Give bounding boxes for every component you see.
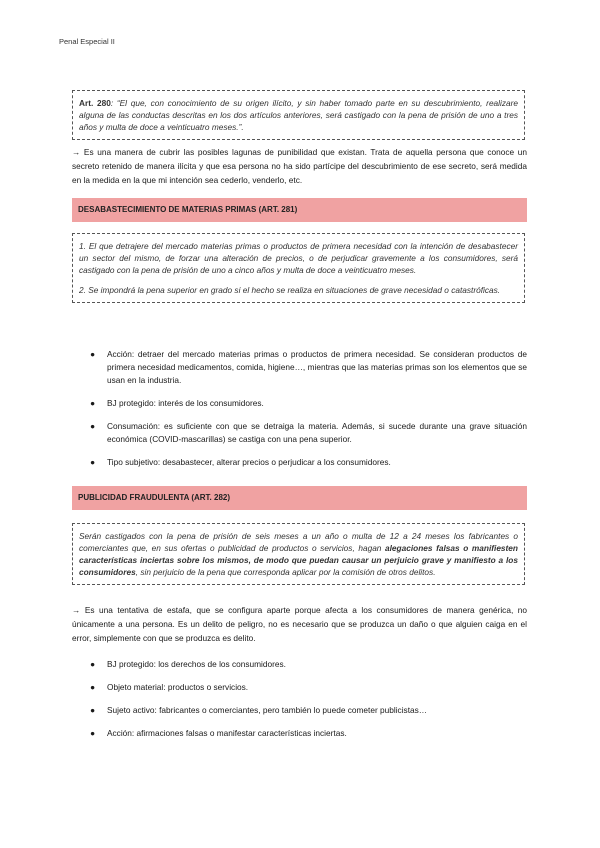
art281-quote-p2: 2. Se impondrá la pena superior en grado si el hecho se realiza en situaciones de grave necesidad o catastróficas. bbox=[79, 285, 501, 295]
list-item: ● BJ protegido: interés de los consumidores. bbox=[90, 398, 264, 408]
bullet-icon: ● bbox=[90, 457, 96, 467]
list-item: ● Tipo subjetivo: desabastecer, alterar precios o perjudicar a los consumidores. bbox=[90, 457, 391, 467]
page-header: Penal Especial II bbox=[59, 37, 115, 46]
art281-bullet-list bbox=[72, 348, 527, 469]
list-item: ● Objeto material: productos o servicios. bbox=[90, 682, 249, 692]
section-heading-desabastecimiento: DESABASTECIMIENTO DE MATERIAS PRIMAS (ART. 281) bbox=[72, 198, 527, 222]
bullet-icon: ● bbox=[90, 659, 96, 669]
bullet-icon: ● bbox=[90, 682, 96, 692]
art280-text: : “El que, con conocimiento de su origen ilícito, y sin haber tomado parte en su descubrimiento, realizare alguna de las conductas descritas en los dos artículos anteriores, será castigado con la pena de prisión de uno a tres años y multa de doce a veinticuatro meses.”. bbox=[79, 98, 518, 132]
bullet-icon: ● bbox=[90, 398, 96, 408]
bullet-icon: ● bbox=[90, 349, 96, 359]
art280-quote bbox=[79, 97, 518, 133]
art280-label: Art. 280 bbox=[79, 98, 111, 108]
list-item: ● Acción: detraer del mercado materias primas o productos de primera necesidad. Se consideran productos de primera necesidad medicamentos, comida, higiene…, mientras que las materias primas son los elementos que se usan en la industria. bbox=[90, 349, 527, 385]
section-heading-publicidad: PUBLICIDAD FRAUDULENTA (ART. 282) bbox=[72, 486, 527, 510]
art281-quote-p1: 1. El que detrajere del mercado materias primas o productos de primera necesidad con la intención de desabastecer un sector del mismo, de forzar una alteración de precios, o de perjudicar gravemente a los consumidores, será castigado con la pena de prisión de uno a cinco años y multa de doce a veinticuatro meses. bbox=[79, 241, 518, 275]
art280-quote-box bbox=[72, 90, 525, 140]
list-item: ● Consumación: es suficiente con que se detraiga la materia. Además, si sucede durante una grave situación económica (COVID-mascarillas) se castiga con una pena superior. bbox=[90, 421, 527, 444]
art282-quote-box bbox=[72, 523, 525, 585]
art282-quote: Serán castigados con la pena de prisión de seis meses a un año o multa de 12 a 24 meses los fabricantes o comerciantes que, en sus ofertas o publicidad de productos o servicios, hagan alegaciones falsas o manifiesten características inciertas sobre los mismos, de modo que puedan causar un perjuicio grave y manifiesto a los consumidores, sin perjuicio de la pena que corresponda aplicar por la comisión de otros delitos. bbox=[79, 531, 518, 577]
bullet-icon: ● bbox=[90, 421, 96, 431]
art282-commentary: → Es una tentativa de estafa, que se configura aparte porque afecta a los consumidores de manera genérica, no únicamente a una persona. Es un delito de peligro, no es necesario que se produzca un daño o que alguien caiga en el error, simplemente con que se produzca es delito. bbox=[72, 605, 527, 643]
list-item: ● Acción: afirmaciones falsas o manifestar características inciertas. bbox=[90, 728, 347, 738]
art282-emphasis: alegaciones falsas o manifiesten características inciertas sobre los mismos, de modo que puedan causar un perjuicio grave y manifiesto a los consumidores bbox=[79, 543, 518, 577]
list-item: ● BJ protegido: los derechos de los consumidores. bbox=[90, 659, 286, 669]
list-item: ● Sujeto activo: fabricantes o comerciantes, pero también lo puede cometer publicistas… bbox=[90, 705, 428, 715]
art280-commentary: → Es una manera de cubrir las posibles lagunas de punibilidad que existan. Trata de aquella persona que conoce un secreto retenido de manera ilícita y que esa persona no ha sido partícipe del descubrimiento de ese secreto, será medida en la medida en la que mi intención sea cederlo, venderlo, etc. bbox=[72, 147, 527, 185]
art282-bullet-list bbox=[72, 658, 527, 740]
art281-quote-box bbox=[72, 233, 525, 303]
bullet-icon: ● bbox=[90, 705, 96, 715]
bullet-icon: ● bbox=[90, 728, 96, 738]
